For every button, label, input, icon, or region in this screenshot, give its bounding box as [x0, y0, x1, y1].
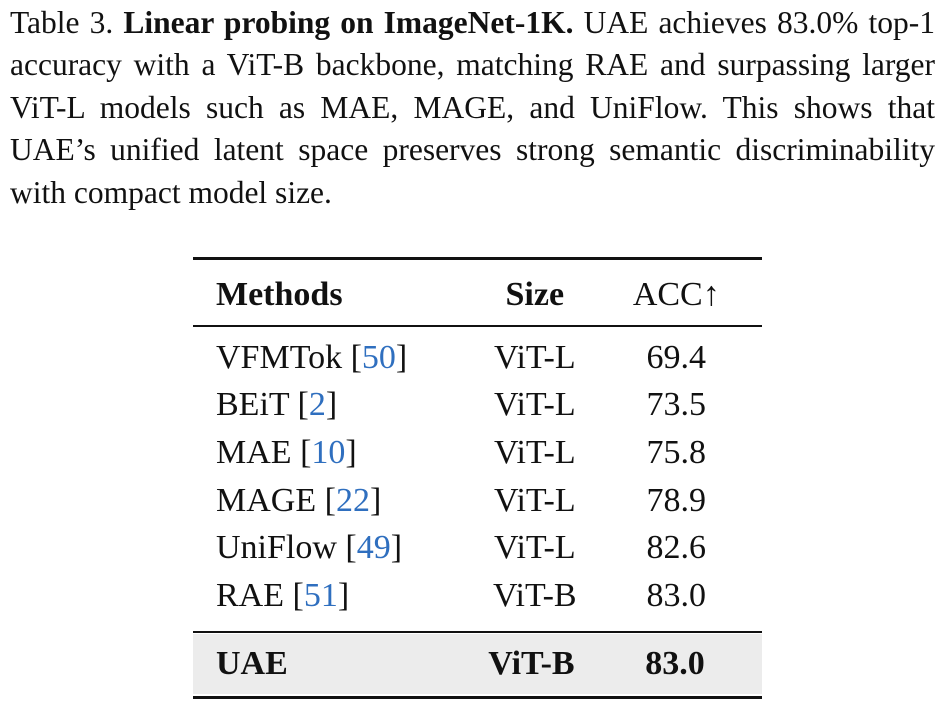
- table-row: [193, 524, 762, 572]
- cell-size: ViT-L: [493, 386, 576, 424]
- cell-method: RAE [51]: [216, 576, 350, 614]
- cell-acc: 78.9: [646, 481, 707, 519]
- method-name: MAGE: [216, 481, 317, 519]
- table-row: [193, 382, 762, 430]
- cell-size: ViT-B: [492, 576, 577, 614]
- table-caption: [10, 2, 935, 214]
- citation-link[interactable]: 51: [303, 576, 338, 614]
- cell-acc: 83.0: [588, 634, 762, 694]
- citation-link[interactable]: 22: [335, 481, 370, 519]
- cell-size: ViT-L: [493, 433, 576, 471]
- caption-text: UAE achieves 83.0% top-1 accuracy with a ViT-B backbone, matching RAE and surpassing larger ViT-L models such as MAE, MAGE, and UniFlow. This shows that UAE’s unified latent space preserves strong semantic discriminability with compact model size.: [10, 5, 935, 210]
- method-name: MAE: [216, 433, 292, 471]
- cell-size: ViT-B: [475, 634, 588, 694]
- method-name: RAE: [216, 576, 284, 614]
- caption-prefix: Table 3.: [10, 5, 124, 40]
- citation-link[interactable]: 10: [311, 433, 346, 471]
- cell-acc: 75.8: [646, 433, 707, 471]
- citation-link[interactable]: 49: [356, 529, 391, 567]
- cell-method: BEiT [2]: [216, 386, 338, 424]
- cell-size: ViT-L: [493, 529, 576, 567]
- table-body-rule: [193, 631, 762, 633]
- cell-acc: 69.4: [646, 338, 707, 376]
- table-row: [193, 334, 762, 382]
- highlight-table: [193, 634, 762, 694]
- cell-method: UniFlow [49]: [216, 529, 403, 567]
- header-methods: Methods: [216, 276, 343, 313]
- cell-acc: 82.6: [646, 529, 707, 567]
- cell-size: ViT-L: [493, 481, 576, 519]
- cell-method: MAE [10]: [216, 433, 357, 471]
- table-row: [193, 477, 762, 525]
- method-name: VFMTok: [216, 338, 343, 376]
- results-table-grid: [193, 260, 762, 620]
- table-row: [193, 572, 762, 620]
- table-row-uae: [193, 634, 762, 694]
- method-name: BEiT: [216, 386, 290, 424]
- cell-method: UAE: [193, 634, 475, 694]
- cell-acc: 83.0: [646, 576, 707, 614]
- citation-link[interactable]: 2: [308, 386, 326, 424]
- cell-method: VFMTok [50]: [216, 338, 408, 376]
- cell-acc: 73.5: [646, 386, 707, 424]
- header-size: Size: [505, 276, 565, 313]
- method-name: UniFlow: [216, 529, 337, 567]
- cell-size: ViT-L: [493, 338, 576, 376]
- table-bottom-rule: [193, 696, 762, 699]
- table-header-row: [193, 260, 762, 330]
- table-row: [193, 429, 762, 477]
- cell-method: MAGE [22]: [216, 481, 382, 519]
- citation-link[interactable]: 50: [361, 338, 396, 376]
- header-acc: ACC↑: [632, 276, 720, 313]
- caption-title: Linear probing on ImageNet-1K.: [123, 5, 574, 40]
